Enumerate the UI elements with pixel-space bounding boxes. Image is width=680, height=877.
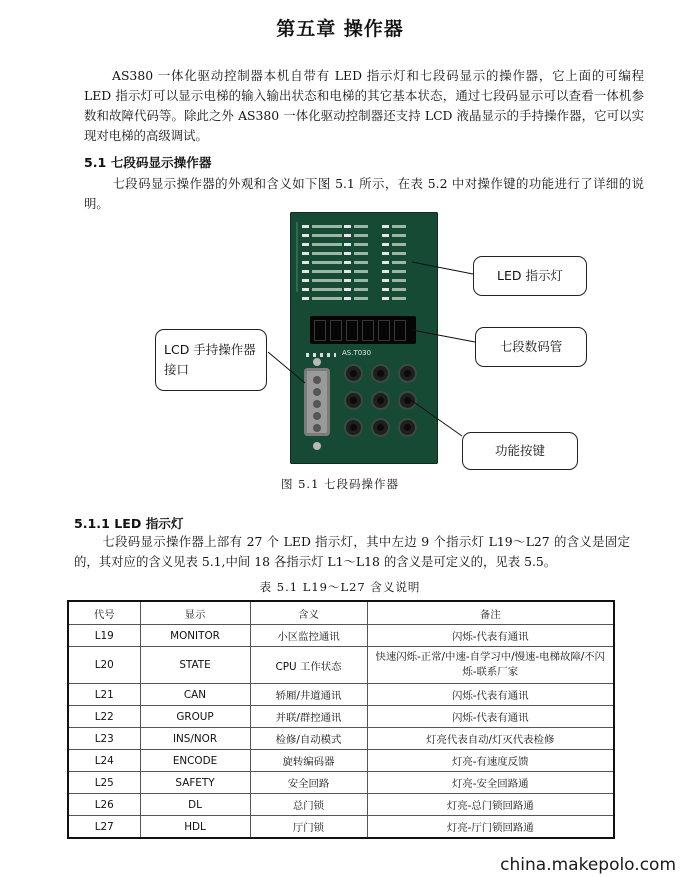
cell-remark: 灯亮-厅门锁回路通 bbox=[367, 816, 614, 839]
cell-meaning: 总门锁 bbox=[250, 794, 367, 816]
col-header-display: 显示 bbox=[140, 601, 250, 625]
callout-seven-segment bbox=[475, 327, 587, 367]
section-5-1-1-heading: 5.1.1 LED 指示灯 bbox=[74, 516, 184, 531]
table-row bbox=[68, 816, 614, 839]
section-5-1-1-paragraph bbox=[74, 532, 630, 572]
section-5-1-heading: 5.1 七段码显示操作器 bbox=[84, 155, 212, 170]
col-header-code: 代号 bbox=[68, 601, 140, 625]
cell-meaning: CPU 工作状态 bbox=[250, 647, 367, 684]
figure-caption: 图 5.1 七段码操作器 bbox=[280, 477, 400, 491]
cell-display: STATE bbox=[140, 647, 250, 684]
cell-code: L22 bbox=[68, 706, 140, 728]
cell-remark: 灯亮-安全回路通 bbox=[367, 772, 614, 794]
cell-remark: 灯亮-总门锁回路通 bbox=[367, 794, 614, 816]
cell-remark: 快速闪烁-正常/中速-自学习中/慢速-电梯故障/不闪烁-联系厂家 bbox=[367, 647, 614, 684]
cell-remark: 灯亮代表自动/灯灭代表检修 bbox=[367, 728, 614, 750]
callout-function-keys bbox=[462, 432, 578, 470]
callout-led-indicator bbox=[473, 256, 587, 296]
table-row bbox=[68, 794, 614, 816]
table-row bbox=[68, 625, 614, 647]
led-meaning-table bbox=[67, 600, 615, 839]
table-row bbox=[68, 684, 614, 706]
cell-code: L25 bbox=[68, 772, 140, 794]
model-label: AS.T030 bbox=[342, 349, 372, 357]
table-header-row bbox=[68, 601, 614, 625]
cell-remark: 灯亮-有速度反馈 bbox=[367, 750, 614, 772]
cell-code: L27 bbox=[68, 816, 140, 839]
intro-text: AS380 一体化驱动控制器本机自带有 LED 指示灯和七段码显示的操作器，它上面的可编程 LED 指示灯可以显示电梯的输入输出状态和电梯的其它基本状态，通过七段码显示可以查看一体机参数和故障代码等。除此之外 AS380 一体化驱动控制器还支持 LCD 液晶显示的手持操作器，它可以实现对电梯的高级调试。 bbox=[84, 68, 644, 143]
callout-seg-text: 七段数码管 bbox=[499, 339, 563, 354]
col-header-meaning: 含义 bbox=[250, 601, 367, 625]
cell-display: DL bbox=[140, 794, 250, 816]
cell-display: MONITOR bbox=[140, 625, 250, 647]
col-header-remark: 备注 bbox=[367, 601, 614, 625]
cell-meaning: 旋转编码器 bbox=[250, 750, 367, 772]
cell-meaning: 小区监控通讯 bbox=[250, 625, 367, 647]
section-5-1-text: 七段码显示操作器的外观和含义如下图 5.1 所示，在表 5.2 中对操作键的功能进行了详细的说明。 bbox=[84, 176, 644, 211]
cell-meaning: 并联/群控通讯 bbox=[250, 706, 367, 728]
cell-code: L26 bbox=[68, 794, 140, 816]
cell-remark: 闪烁-代表有通讯 bbox=[367, 684, 614, 706]
table-row bbox=[68, 706, 614, 728]
callout-lcd-text: LCD 手持操作器接口 bbox=[164, 342, 256, 377]
table-row bbox=[68, 728, 614, 750]
table-caption: 表 5.1 L19～L27 含义说明 bbox=[259, 580, 421, 594]
table-row bbox=[68, 772, 614, 794]
callout-keys-text: 功能按键 bbox=[494, 443, 545, 458]
cell-code: L23 bbox=[68, 728, 140, 750]
cell-display: GROUP bbox=[140, 706, 250, 728]
cell-remark: 闪烁-代表有通讯 bbox=[367, 625, 614, 647]
cell-code: L19 bbox=[68, 625, 140, 647]
section-5-1-1-text: 七段码显示操作器上部有 27 个 LED 指示灯，其中左边 9 个指示灯 L19～L27 的含义是固定的，其对应的含义见表 5.1,中间 18 各指示灯 L1～L18 的含义是可定义的，见表 5.5。 bbox=[74, 534, 630, 569]
cell-meaning: 轿厢/井道通讯 bbox=[250, 684, 367, 706]
cell-remark: 闪烁-代表有通讯 bbox=[367, 706, 614, 728]
table-row bbox=[68, 750, 614, 772]
watermark: china.makepolo.com bbox=[500, 855, 676, 875]
cell-meaning: 检修/自动模式 bbox=[250, 728, 367, 750]
cell-display: ENCODE bbox=[140, 750, 250, 772]
cell-meaning: 安全回路 bbox=[250, 772, 367, 794]
table-row bbox=[68, 647, 614, 684]
cell-code: L21 bbox=[68, 684, 140, 706]
cell-display: INS/NOR bbox=[140, 728, 250, 750]
cell-display: CAN bbox=[140, 684, 250, 706]
cell-meaning: 厅门锁 bbox=[250, 816, 367, 839]
chapter-title: 第五章 操作器 bbox=[276, 18, 404, 40]
cell-display: SAFETY bbox=[140, 772, 250, 794]
cell-display: HDL bbox=[140, 816, 250, 839]
callout-led-text: LED 指示灯 bbox=[497, 268, 563, 283]
cell-code: L20 bbox=[68, 647, 140, 684]
cell-code: L24 bbox=[68, 750, 140, 772]
callout-lcd-connector bbox=[155, 329, 267, 391]
